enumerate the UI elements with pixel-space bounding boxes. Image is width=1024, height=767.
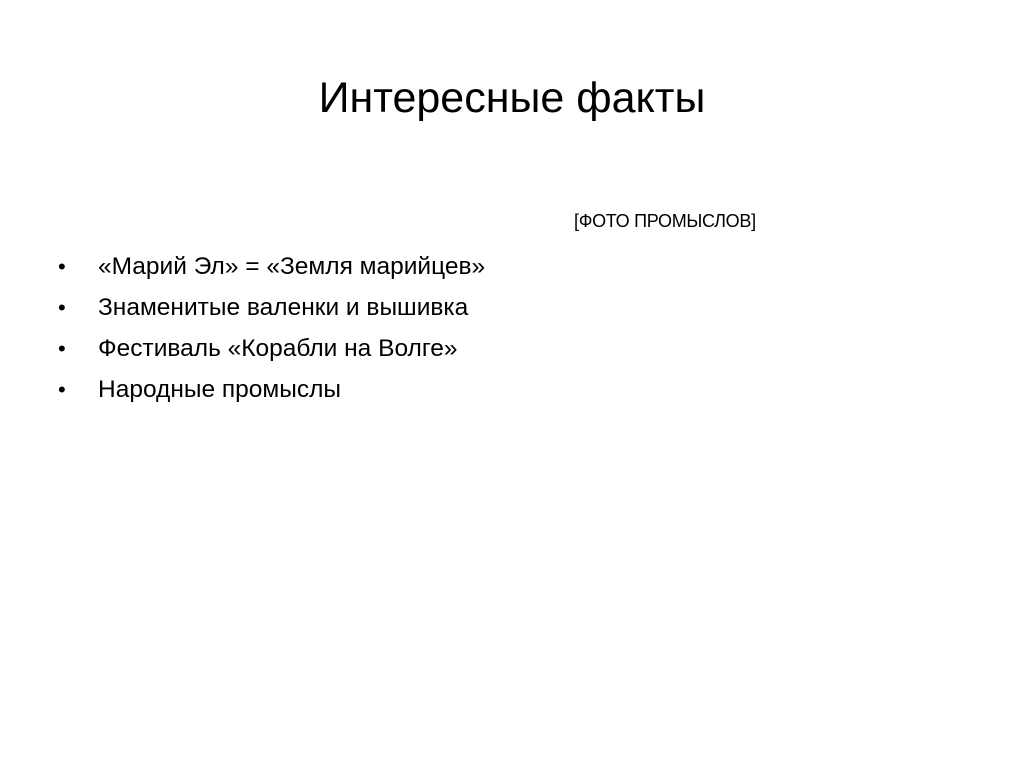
bullet-text: Знаменитые валенки и вышивка [98,294,469,321]
bullet-mark: • [58,254,66,279]
bullet-text: Фестиваль «Корабли на Волге» [98,335,458,362]
list-item [58,328,485,369]
photo-placeholder: [ФОТО ПРОМЫСЛОВ] [574,211,756,231]
list-item [58,369,485,410]
bullet-mark: • [58,336,66,361]
list-item [58,287,485,328]
bullet-mark: • [58,377,66,402]
bullet-text: «Марий Эл» = «Земля марийцев» [98,253,486,280]
list-item [58,246,485,287]
bullet-mark: • [58,295,66,320]
bullet-list [58,246,485,410]
bullet-text: Народные промыслы [98,376,342,403]
slide-title: Интересные факты [318,74,706,122]
